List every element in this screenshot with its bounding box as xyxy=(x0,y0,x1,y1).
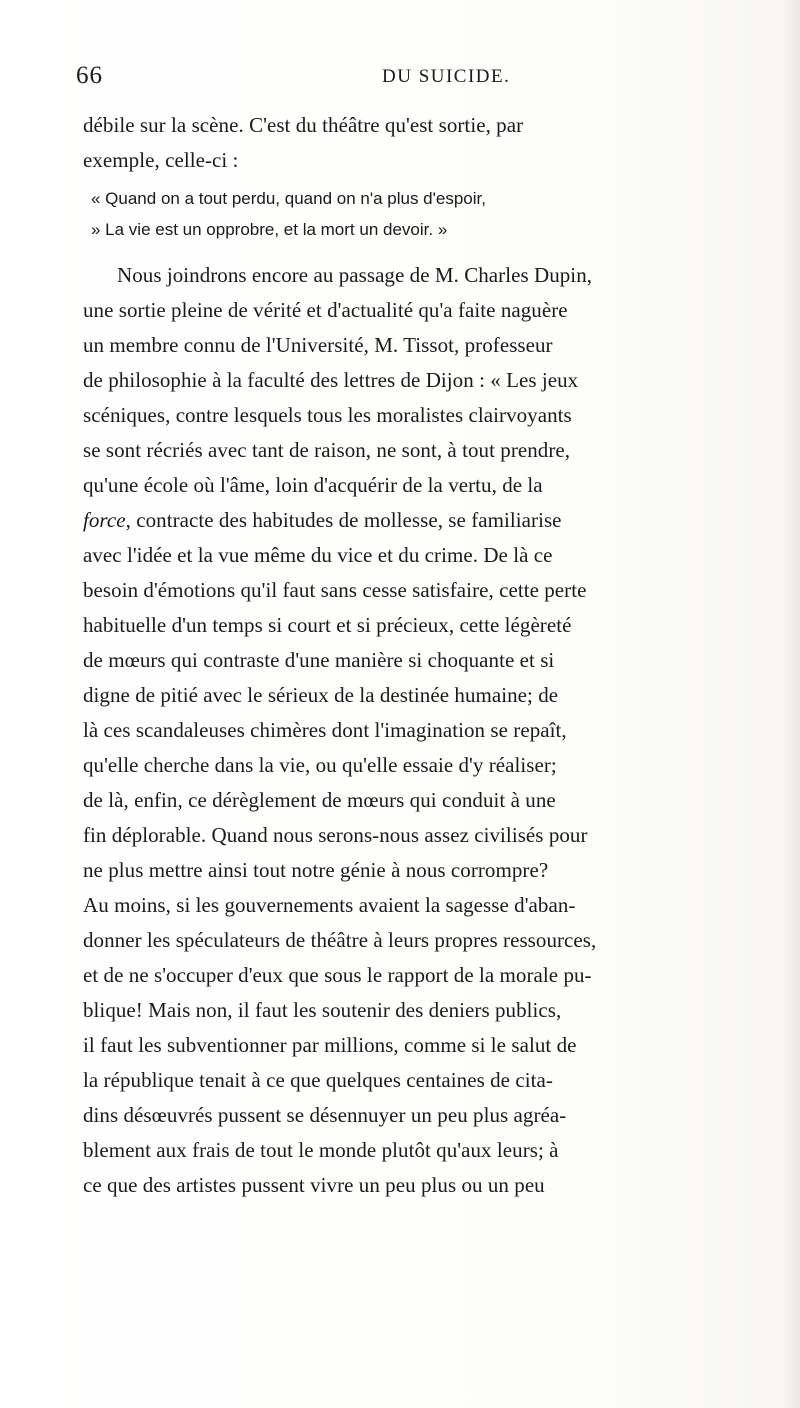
text-line: fin déplorable. Quand nous serons-nous assez civilisés pour xyxy=(83,823,588,847)
intro-text xyxy=(83,108,773,178)
text-line: qu'une école où l'âme, loin d'acquérir de la vertu, de la xyxy=(83,473,543,497)
text-line: blement aux frais de tout le monde plutôt qu'aux leurs; à xyxy=(83,1138,559,1162)
text-line: avec l'idée et la vue même du vice et du crime. De là ce xyxy=(83,543,553,567)
text-line: scéniques, contre lesquels tous les moralistes clairvoyants xyxy=(83,403,572,427)
text-line: se sont récriés avec tant de raison, ne sont, à tout prendre, xyxy=(83,438,571,462)
text-line: débile sur la scène. C'est du théâtre qu'est sortie, par xyxy=(83,113,524,137)
quote-line: » La vie est un opprobre, et la mort un devoir. » xyxy=(91,220,448,239)
text-line: de mœurs qui contraste d'une manière si choquante et si xyxy=(83,648,555,672)
italic-word: force xyxy=(83,508,126,532)
text-line: un membre connu de l'Université, M. Tissot, professeur xyxy=(83,333,553,357)
text-line: de philosophie à la faculté des lettres de Dijon : « Les jeux xyxy=(83,368,579,392)
text-line: ce que des artistes pussent vivre un peu plus ou un peu xyxy=(83,1173,545,1197)
text-line: là ces scandaleuses chimères dont l'imagination se repaît, xyxy=(83,718,567,742)
text-line: et de ne s'occuper d'eux que sous le rapport de la morale pu- xyxy=(83,963,592,987)
text-line: qu'elle cherche dans la vie, ou qu'elle essaie d'y réaliser; xyxy=(83,753,557,777)
text-line: dins désœuvrés pussent se désennuyer un peu plus agréa- xyxy=(83,1103,567,1127)
page-number: 66 xyxy=(76,62,103,89)
page-edge-shadow xyxy=(782,0,800,1408)
running-title: DU SUICIDE. xyxy=(382,66,511,87)
quote-line: « Quand on a tout perdu, quand on n'a plus d'espoir, xyxy=(91,189,486,208)
text-line: digne de pitié avec le sérieux de la destinée humaine; de xyxy=(83,683,559,707)
verse-quote xyxy=(83,183,773,245)
text-line: la république tenait à ce que quelques centaines de cita- xyxy=(83,1068,553,1092)
text-line: force, contracte des habitudes de mollesse, se familiarise xyxy=(83,508,562,532)
page-header xyxy=(76,62,726,92)
page-body xyxy=(83,108,773,1203)
text-line: Nous joindrons encore au passage de M. Charles Dupin, xyxy=(117,263,593,287)
text-line: il faut les subventionner par millions, comme si le salut de xyxy=(83,1033,577,1057)
text-line: blique! Mais non, il faut les soutenir des deniers publics, xyxy=(83,998,562,1022)
text-line: besoin d'émotions qu'il faut sans cesse satisfaire, cette perte xyxy=(83,578,587,602)
text-line: habituelle d'un temps si court et si précieux, cette légèreté xyxy=(83,613,572,637)
text-line: donner les spéculateurs de théâtre à leurs propres ressources, xyxy=(83,928,597,952)
text-line: Au moins, si les gouvernements avaient la sagesse d'aban- xyxy=(83,893,576,917)
text-line: ne plus mettre ainsi tout notre génie à nous corrompre? xyxy=(83,858,549,882)
text-line: de là, enfin, ce dérèglement de mœurs qui conduit à une xyxy=(83,788,556,812)
main-paragraph xyxy=(83,258,773,1203)
text-line: une sortie pleine de vérité et d'actualité qu'a faite naguère xyxy=(83,298,568,322)
text-line: exemple, celle-ci : xyxy=(83,148,239,172)
